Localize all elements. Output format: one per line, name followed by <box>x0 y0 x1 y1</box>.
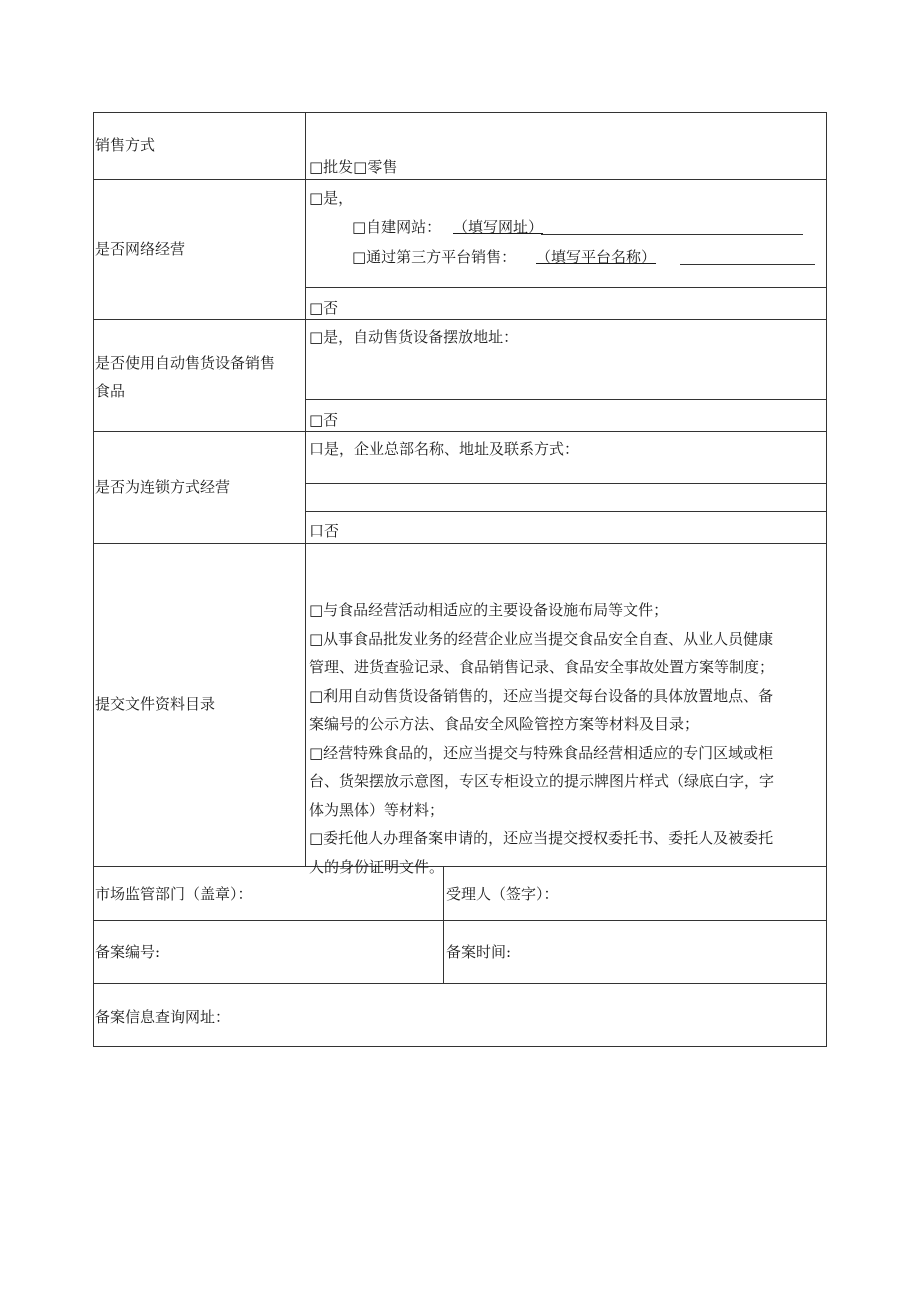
column-divider <box>305 112 306 866</box>
sales-method-label: 销售方式 <box>95 136 156 154</box>
online-yes-checkbox[interactable]: □是， <box>309 189 354 207</box>
receiver-signature-label: 受理人（签字）： <box>446 885 559 903</box>
row-divider <box>93 431 827 432</box>
documents-label: 提交文件资料目录 <box>95 695 216 713</box>
website-underline[interactable] <box>541 234 803 235</box>
third-party-checkbox[interactable]: □通过第三方平台销售： <box>352 248 517 266</box>
row-divider <box>93 319 827 320</box>
row-divider <box>305 483 827 484</box>
list-item: 体为黑体）等材料； <box>309 800 445 819</box>
record-number-label: 备案编号: <box>95 943 161 961</box>
vending-label-line1: 是否使用自动售货设备销售 <box>95 354 276 372</box>
row-divider <box>93 179 827 180</box>
list-item: 台、货架摆放示意图，专区专柜设立的提示牌图片样式（绿底白字，字 <box>309 772 775 790</box>
record-time-label: 备案时间: <box>446 943 512 961</box>
list-item[interactable]: □从事食品批发业务的经营企业应当提交食品安全自查、从业人员健康 <box>309 629 774 648</box>
vending-no-checkbox[interactable]: □否 <box>309 411 339 429</box>
list-item: 人的身份证明文件。 <box>309 857 445 876</box>
list-item[interactable]: □委托他人办理备案申请的，还应当提交授权委托书、委托人及被委托 <box>309 829 774 847</box>
online-label: 是否网络经营 <box>95 240 186 258</box>
dept-seal-label: 市场监管部门（盖章）： <box>95 885 253 903</box>
platform-hint: （填写平台名称） <box>536 248 657 266</box>
documents-list <box>309 596 823 881</box>
vending-yes-checkbox[interactable]: □是，自动售货设备摆放地址： <box>309 328 519 346</box>
sales-method-options[interactable]: □批发□零售 <box>309 158 398 176</box>
platform-underline[interactable] <box>680 264 815 265</box>
query-url-label: 备案信息查询网址： <box>95 1008 231 1026</box>
list-item[interactable]: □利用自动售货设备销售的，还应当提交每台设备的具体放置地点、备 <box>309 686 774 705</box>
chain-yes-checkbox[interactable]: 口是，企业总部名称、地址及联系方式： <box>309 440 580 458</box>
vending-label-line2: 食品 <box>95 382 126 400</box>
row-divider <box>305 399 827 400</box>
list-item: 案编号的公示方法、食品安全风险管控方案等材料及目录； <box>309 715 700 733</box>
column-divider <box>443 866 444 983</box>
chain-label: 是否为连锁方式经营 <box>95 478 231 496</box>
list-item[interactable]: □与食品经营活动相适应的主要设备设施布局等文件； <box>309 601 669 619</box>
online-no-checkbox[interactable]: □否 <box>309 299 339 317</box>
row-divider <box>93 983 827 984</box>
row-divider <box>305 287 827 288</box>
chain-no-checkbox[interactable]: 口否 <box>309 522 340 540</box>
row-divider <box>305 511 827 512</box>
row-divider <box>93 543 827 544</box>
own-website-checkbox[interactable]: □自建网站： <box>352 218 442 236</box>
row-divider <box>93 920 827 921</box>
website-hint: （填写网址） <box>453 218 544 236</box>
list-item: 管理、进货查验记录、食品销售记录、食品安全事故处置方案等制度； <box>309 658 775 676</box>
list-item[interactable]: □经营特殊食品的，还应当提交与特殊食品经营相适应的专门区域或柜 <box>309 743 774 762</box>
